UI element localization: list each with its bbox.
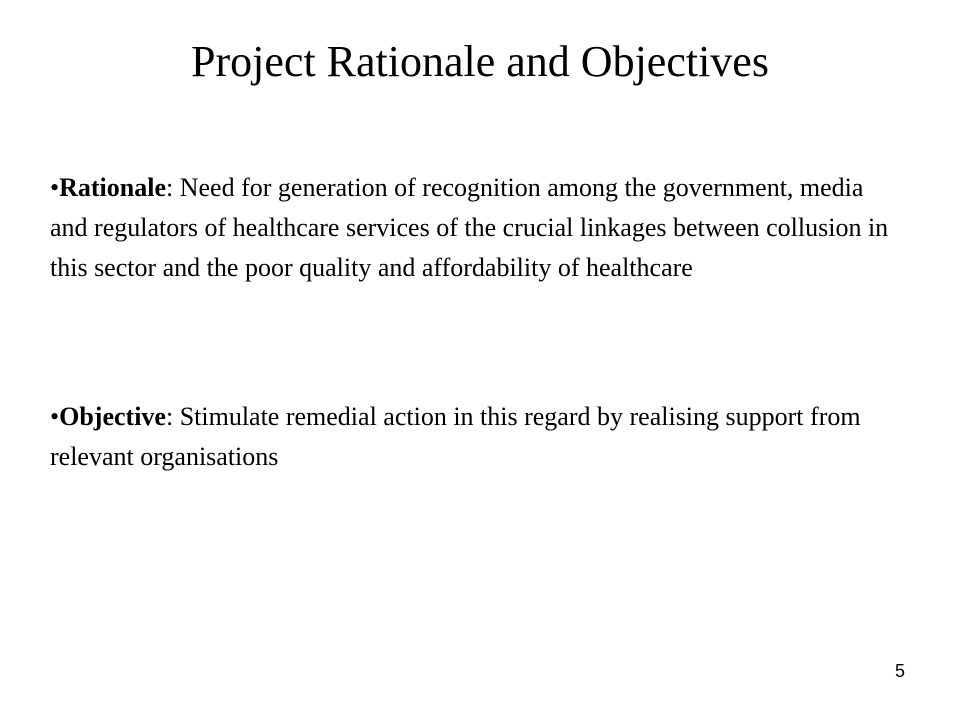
bullet-text-rationale: Need for generation of recognition among the government, media and regulators of healthcare services of the crucial linkages between collusion in this sector and the poor quality and affordability of healthcare <box>50 173 889 282</box>
bullet-term-objective: Objective <box>59 402 166 431</box>
bullet-separator: : <box>165 402 180 431</box>
bullet-term-rationale: Rationale <box>59 173 166 202</box>
page-number: 5 <box>894 661 905 681</box>
bullet-objective <box>50 397 890 477</box>
bullet-rationale <box>50 168 890 288</box>
bullet-marker: • <box>50 173 60 202</box>
slide-title: Project Rationale and Objectives <box>191 37 769 86</box>
bullet-separator: : <box>166 173 180 202</box>
bullet-marker: • <box>50 402 60 431</box>
bullet-text-objective: Stimulate remedial action in this regard by realising support from relevant organisations <box>50 402 861 471</box>
